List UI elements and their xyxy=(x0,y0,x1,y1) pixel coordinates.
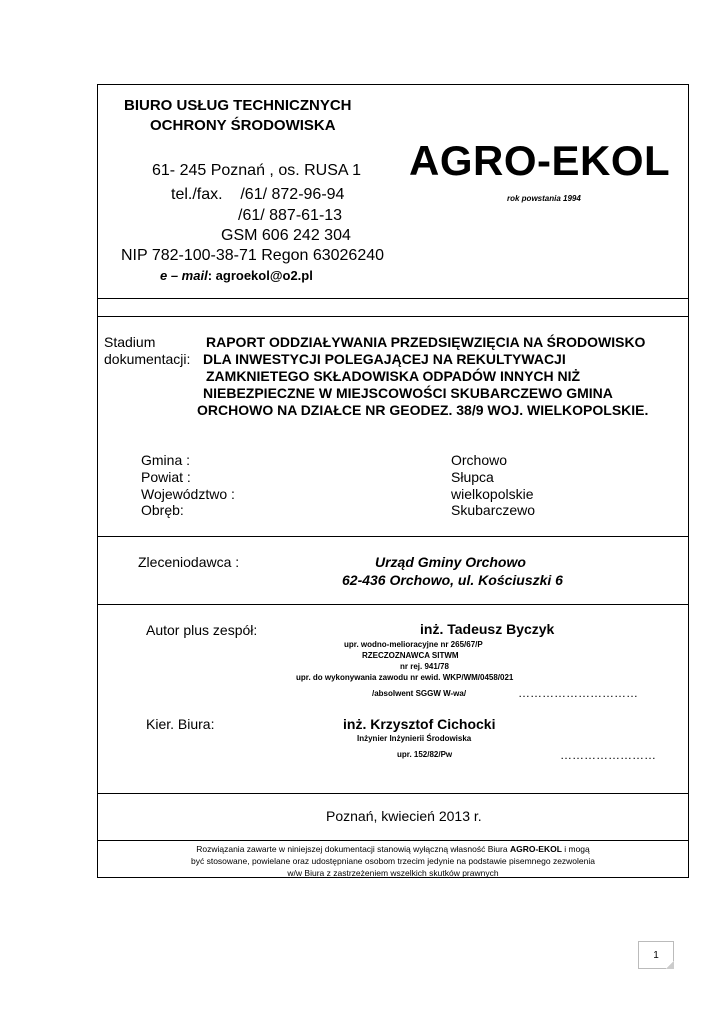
brand-founded-note: rok powstania 1994 xyxy=(507,194,581,203)
divider xyxy=(97,793,689,794)
author-detail: RZECZOZNAWCA SITWM xyxy=(362,651,459,660)
author-name: inż. Tadeusz Byczyk xyxy=(420,621,555,637)
copyright-text: i mogą xyxy=(561,844,590,854)
copyright-line xyxy=(97,843,689,855)
office-tel2: /61/ 887-61-13 xyxy=(238,207,343,224)
stage-label-line2: dokumentacji: xyxy=(104,351,191,367)
copyright-brand: AGRO-EKOL xyxy=(509,844,562,854)
copyright-notice xyxy=(97,843,689,879)
brand-logo: AGRO-EKOL xyxy=(409,137,671,184)
author-detail: nr rej. 941/78 xyxy=(400,662,449,671)
place-date: Poznań, kwiecień 2013 r. xyxy=(326,808,482,824)
report-title-line: ORCHOWO NA DZIAŁCE NR GEODEZ. 38/9 WOJ. WIELKOPOLSKIE. xyxy=(197,402,649,418)
office-address: 61- 245 Poznań , os. RUSA 1 xyxy=(152,162,362,179)
office-tel-fax: tel./fax. /61/ 872-96-94 xyxy=(171,186,345,203)
client-label: Zleceniodawca : xyxy=(138,554,240,570)
author-label: Autor plus zespół: xyxy=(146,622,258,638)
report-title-line: NIEBEZPIECZNE W MIEJSCOWOŚCI SKUBARCZEWO GMINA xyxy=(203,385,613,401)
office-name-line1: BIURO USŁUG TECHNICZNYCH xyxy=(124,97,352,114)
client-name: Urząd Gminy Orchowo xyxy=(375,554,526,570)
divider xyxy=(97,316,689,317)
location-value-obreb: Skubarczewo xyxy=(451,502,536,518)
office-gsm: GSM 606 242 304 xyxy=(221,227,351,244)
copyright-line: w/w Biura z zastrzeżeniem wszelkich skutków prawnych xyxy=(287,868,499,878)
head-label: Kier. Biura: xyxy=(146,716,215,732)
stage-label-line1: Stadium xyxy=(104,334,156,350)
office-email xyxy=(160,268,313,283)
divider xyxy=(97,840,689,841)
location-value-powiat: Słupca xyxy=(451,469,494,485)
author-detail: upr. do wykonywania zawodu nr ewid. WKP/WM/0458/021 xyxy=(296,673,514,682)
location-label-obreb: Obręb: xyxy=(141,502,184,518)
author-signature-line: ………………………… xyxy=(518,686,638,700)
location-value-wojewodztwo: wielkopolskie xyxy=(451,486,534,502)
client-address: 62-436 Orchowo, ul. Kościuszki 6 xyxy=(342,572,563,588)
report-title-line: RAPORT ODDZIAŁYWANIA PRZEDSIĘWZIĘCIA NA ŚRODOWISKO xyxy=(206,334,646,350)
head-license: upr. 152/82/Pw xyxy=(397,750,453,759)
office-nip-regon: NIP 782-100-38-71 Regon 63026240 xyxy=(121,247,385,264)
head-name: inż. Krzysztof Cichocki xyxy=(343,716,496,732)
location-value-gmina: Orchowo xyxy=(451,452,508,468)
divider xyxy=(97,536,689,537)
head-title: Inżynier Inżynierii Środowiska xyxy=(357,734,472,743)
author-absolvent: /absolwent SGGW W-wa/ xyxy=(372,689,467,698)
copyright-text: Rozwiązania zawarte w niniejszej dokumentacji stanowią wyłączną własność Biura xyxy=(196,844,510,854)
office-name-line2: OCHRONY ŚRODOWISKA xyxy=(150,117,336,134)
page-number: 1 xyxy=(638,941,674,969)
email-label: e – mail xyxy=(160,268,208,283)
report-title-line: DLA INWESTYCJI POLEGAJĄCEJ NA REKULTYWACJI xyxy=(203,351,566,367)
location-label-wojewodztwo: Województwo : xyxy=(141,486,235,502)
author-detail: upr. wodno-melioracyjne nr 265/67/P xyxy=(344,640,483,649)
report-title-line: ZAMKNIETEGO SKŁADOWISKA ODPADÓW INNYCH NIŻ xyxy=(206,368,581,384)
divider xyxy=(97,604,689,605)
copyright-line: być stosowane, powielane oraz udostępniane osobom trzecim jedynie na podstawie pisemnego zezwolenia xyxy=(191,856,595,866)
divider xyxy=(97,298,689,299)
head-signature-line: …………………… xyxy=(560,748,656,762)
email-value: : agroekol@o2.pl xyxy=(207,268,313,283)
location-label-gmina: Gmina : xyxy=(141,452,191,468)
location-label-powiat: Powiat : xyxy=(141,469,191,485)
